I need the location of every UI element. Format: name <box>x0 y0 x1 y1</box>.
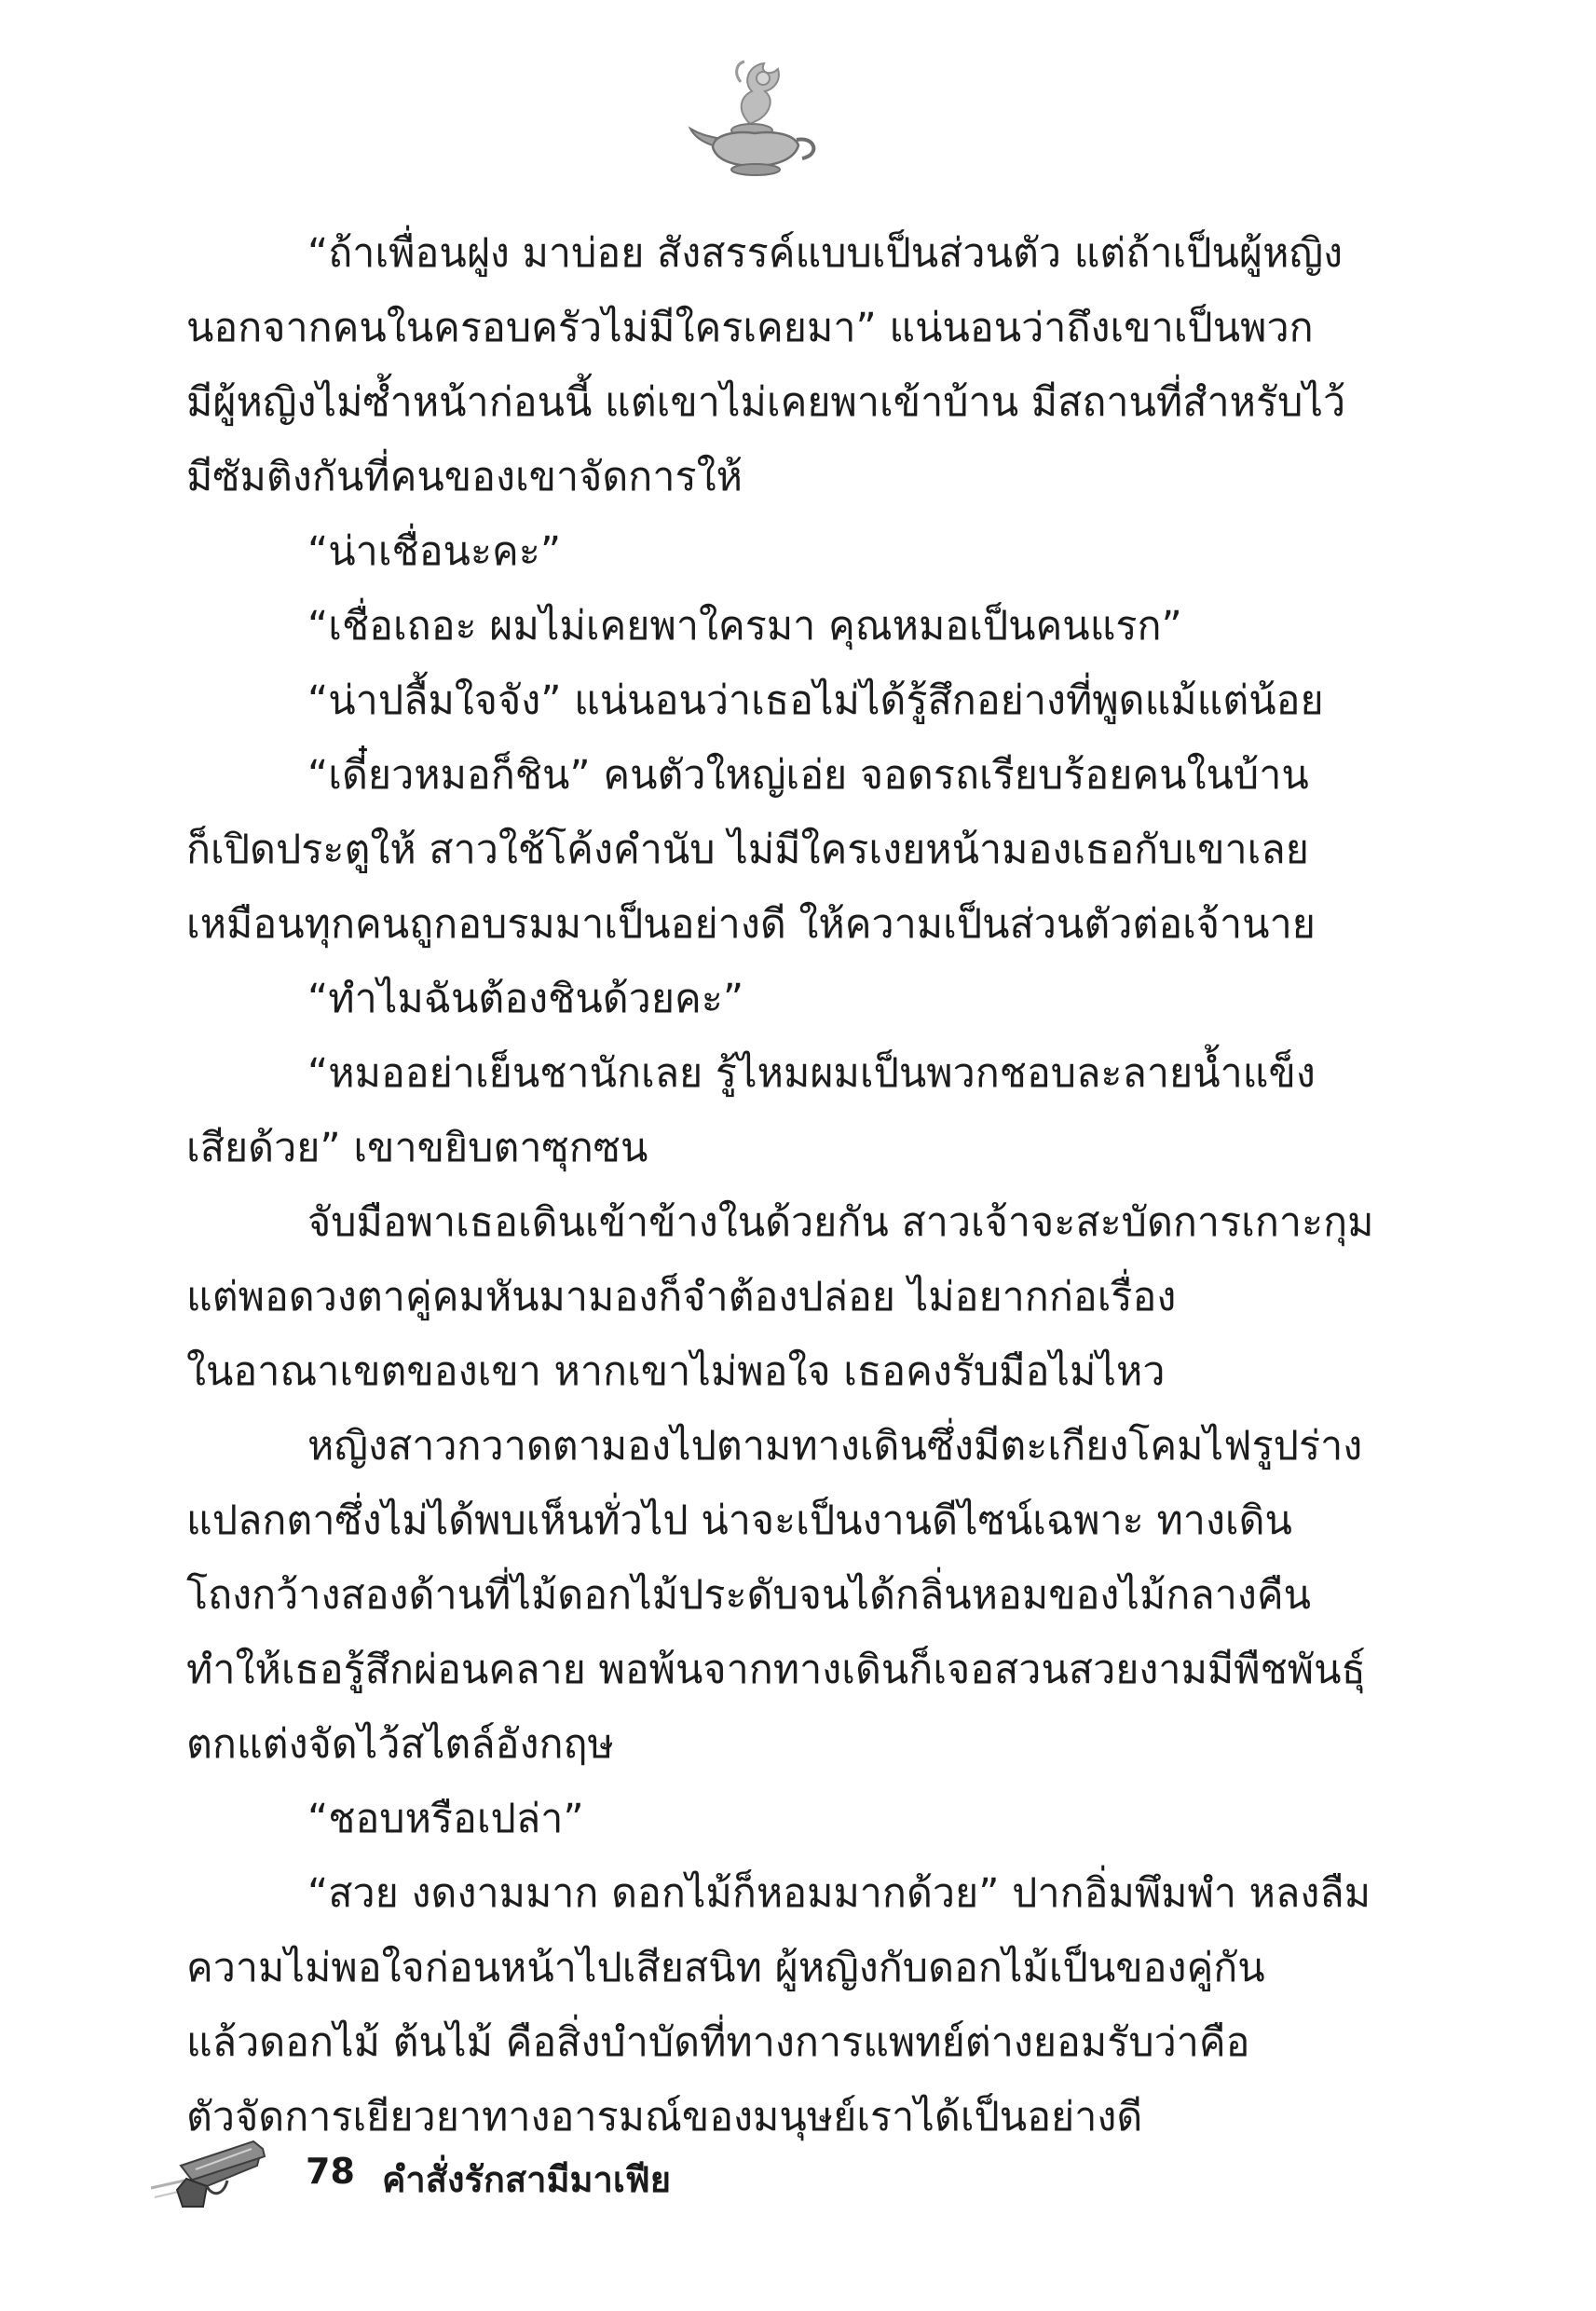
page-number: 78 <box>306 2151 355 2192</box>
text-line: ในอาณาเขตของเขา หากเขาไม่พอใจ เธอคงรับมือไม่ไหว <box>186 1348 1166 1395</box>
text-line: เสียด้วย” เขาขยิบตาซุกซน <box>186 1125 648 1171</box>
body-text <box>186 216 1374 2154</box>
text-line: “ทำไมฉันต้องชินด้วยคะ” <box>307 976 744 1022</box>
page-footer <box>149 2126 801 2238</box>
text-line: แต่พอดวงตาคู่คมหันมามองก็จำต้องปล่อย ไม่อยากก่อเรื่อง <box>186 1274 1177 1320</box>
text-line: “ถ้าเพื่อนฝูง มาบ่อย สังสรรค์แบบเป็นส่วนตัว แต่ถ้าเป็นผู้หญิง <box>307 230 1344 277</box>
text-line: แล้วดอกไม้ ต้นไม้ คือสิ่งบำบัดที่ทางการแพทย์ต่างยอมรับว่าคือ <box>186 2019 1250 2066</box>
text-line: หญิงสาวกวาดตามองไปตามทางเดินซึ่งมีตะเกียงโคมไฟรูปร่าง <box>307 1423 1363 1470</box>
text-line: โถงกว้างสองด้านที่ไม้ดอกไม้ประดับจนได้กลิ่นหอมของไม้กลางคืน <box>186 1572 1312 1619</box>
text-line: ทำให้เธอรู้สึกผ่อนคลาย พอพ้นจากทางเดินก็เจอสวนสวยงามมีพืชพันธุ์ <box>186 1647 1366 1693</box>
text-line: เหมือนทุกคนถูกอบรมมาเป็นอย่างดี ให้ความเป็นส่วนตัวต่อเจ้านาย <box>186 901 1316 948</box>
text-line: ตัวจัดการเยียวยาทางอารมณ์ของมนุษย์เราได้เป็นอย่างดี <box>186 2094 1143 2140</box>
text-line: ตกแต่งจัดไว้สไตล์อังกฤษ <box>186 1721 614 1768</box>
text-line: “ชอบหรือเปล่า” <box>307 1796 584 1842</box>
text-line: มีผู้หญิงไม่ซ้ำหน้าก่อนนี้ แต่เขาไม่เคยพาเข้าบ้าน มีสถานที่สำหรับไว้ <box>186 379 1346 426</box>
text-line: ความไม่พอใจก่อนหน้าไปเสียสนิท ผู้หญิงกับดอกไม้เป็นของคู่กัน <box>186 1945 1265 1991</box>
text-line: “หมออย่าเย็นชานักเลย รู้ไหมผมเป็นพวกชอบละลายน้ำแข็ง <box>307 1050 1316 1097</box>
text-line: “เชื่อเถอะ ผมไม่เคยพาใครมา คุณหมอเป็นคนแรก” <box>307 603 1182 650</box>
book-title: คำสั่งรักสามีมาเฟีย <box>382 2159 672 2200</box>
pistol-icon <box>149 2128 272 2208</box>
text-line: แปลกตาซึ่งไม่ได้พบเห็นทั่วไป น่าจะเป็นงานดีไซน์เฉพาะ ทางเดิน <box>186 1497 1292 1544</box>
text-line: “สวย งดงามมาก ดอกไม้ก็หอมมากด้วย” ปากอิ่มพึมพำ หลงลืม <box>307 1870 1371 1917</box>
text-line: “น่าเชื่อนะคะ” <box>307 528 562 575</box>
text-line: “เดี๋ยวหมอก็ชิน” คนตัวใหญ่เอ่ย จอดรถเรียบร้อยคนในบ้าน <box>307 752 1309 799</box>
text-line: ก็เปิดประตูให้ สาวใช้โค้งคำนับ ไม่มีใครเงยหน้ามองเธอกับเขาเลย <box>186 827 1309 873</box>
text-line: มีซัมติงกันที่คนของเขาจัดการให้ <box>186 454 743 500</box>
text-line: นอกจากคนในครอบครัวไม่มีใครเคยมา” แน่นอนว่าถึงเขาเป็นพวก <box>186 305 1314 351</box>
text-line: “น่าปลื้มใจจัง” แน่นอนว่าเธอไม่ได้รู้สึกอย่างที่พูดแม้แต่น้อย <box>307 677 1324 724</box>
text-line: จับมือพาเธอเดินเข้าข้างในด้วยกัน สาวเจ้าจะสะบัดการเกาะกุม <box>307 1199 1374 1246</box>
genie-lamp-icon <box>685 45 825 185</box>
